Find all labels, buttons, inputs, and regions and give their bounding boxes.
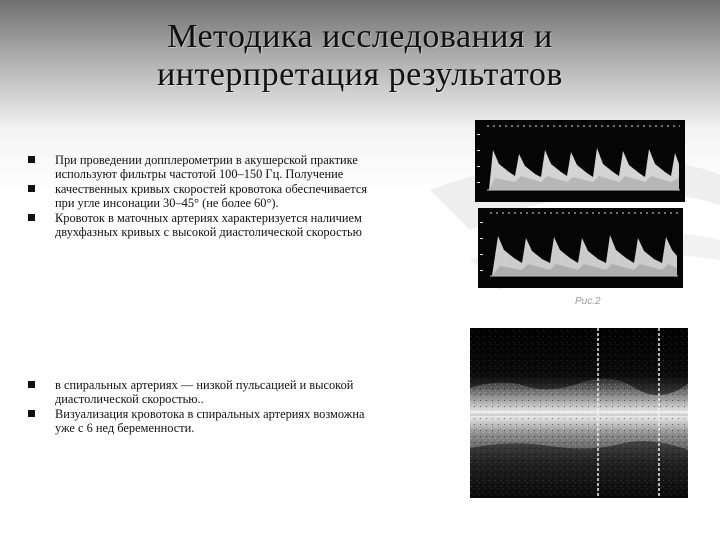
doppler-spectrum-3: [470, 328, 688, 498]
square-bullet-icon: [28, 214, 35, 221]
slide-title: [80, 18, 640, 94]
square-bullet-icon: [28, 381, 35, 388]
doppler-trace-2: [478, 208, 683, 288]
bullet-item: [24, 378, 384, 406]
bullet-text: в спиральных артериях — низкой пульсацией и высокой диастолической скоростью..: [55, 378, 354, 406]
bullet-item: [24, 153, 384, 181]
doppler-waveform-image-2: [478, 208, 683, 288]
square-bullet-icon: [28, 185, 35, 192]
bullet-item: [24, 211, 384, 239]
bullet-text: качественных кривых скоростей кровотока обеспечивается при угле инсонации 30–45° (не более 60°).: [55, 182, 368, 210]
bullet-list-top: [24, 153, 384, 240]
bullet-text: Визуализация кровотока в спиральных артериях возможна уже с 6 нед беременности.: [55, 407, 365, 435]
doppler-spectrum-image-3: [470, 328, 688, 498]
title-line-1: Методика исследования и: [167, 18, 553, 55]
square-bullet-icon: [28, 156, 35, 163]
square-bullet-icon: [28, 410, 35, 417]
doppler-waveform-image-1: [475, 120, 685, 202]
doppler-trace-1: [475, 120, 685, 202]
figure-label: Рис.2: [575, 296, 601, 307]
title-line-2: интерпретация результатов: [157, 56, 563, 93]
bullet-text: При проведении допплерометрии в акушерской практике используют фильтры частотой 100–150 Гц. Получение: [55, 153, 358, 181]
bullet-item: [24, 407, 384, 435]
bullet-item: [24, 182, 384, 210]
bullet-text: Кровоток в маточных артериях характеризуется наличием двухфазных кривых с высокой диастолической скоростью: [55, 211, 362, 239]
bullet-list-bottom: [24, 378, 384, 436]
